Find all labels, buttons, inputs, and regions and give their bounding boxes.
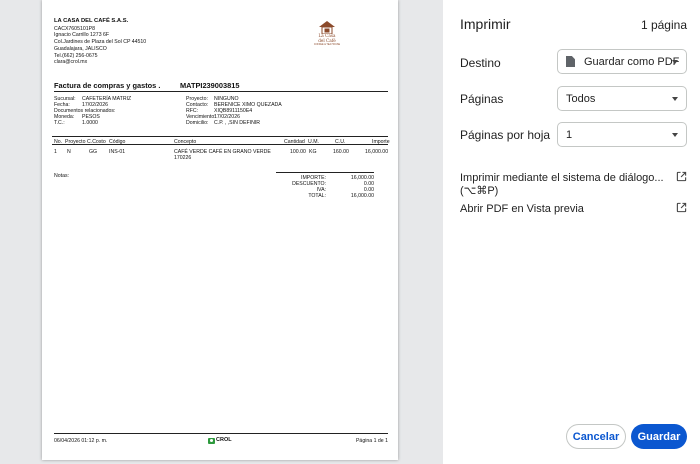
totals-block: [276, 172, 374, 199]
footer-datetime: 06/04/2026 01:12 p. m.: [54, 438, 108, 444]
save-button[interactable]: Guardar: [631, 424, 687, 449]
notes-label: Notas:: [54, 173, 69, 179]
total-row: TOTAL: 16,000.00: [308, 193, 374, 199]
company-line: CACX7605101P8: [54, 25, 95, 32]
info-row: Domicilio: C.P. , ,SIN DEFINIR: [186, 120, 261, 126]
page-count: 1 página: [640, 18, 687, 32]
document-title: Factura de compras y gastos .: [54, 81, 161, 90]
info-row: Proyecto: NINGUNO: [186, 96, 239, 102]
destination-label: Destino: [460, 56, 501, 70]
info-row: Moneda: PESOS: [54, 114, 100, 120]
external-link-icon: [676, 202, 687, 213]
right-info: [186, 96, 282, 126]
total-row: DESCUENTO: 0.00: [292, 181, 374, 187]
document-icon: [566, 56, 575, 67]
crol-logo-icon: [208, 438, 215, 444]
info-row: T.C.: 1.0000: [54, 120, 98, 126]
table-header: No. Proyecto C.Costo Código Concepto Cantidad U.M. C.U. Importe: [52, 136, 388, 145]
info-row: Vencimiento: 17/02/2026: [186, 114, 240, 120]
crol-logo: CROL: [208, 437, 232, 444]
company-line: clara@crol.mx: [54, 59, 88, 66]
logo-line2: del Café: [318, 37, 336, 43]
info-row: Sucursal: CAFETERÍA MATRIZ: [54, 96, 132, 102]
total-row: IMPORTE: 16,000.00: [301, 175, 374, 181]
company-line: Tel.(662) 256-0675: [54, 52, 98, 59]
print-settings-panel: [443, 0, 700, 464]
company-line: Ignacio Carrillo 1273 6F: [54, 32, 110, 39]
logo-line1: La Casa: [318, 33, 336, 38]
chevron-down-icon: [672, 60, 678, 64]
info-row: Documentos relacionados:: [54, 108, 116, 114]
chevron-down-icon: [672, 133, 678, 137]
company-logo: [312, 20, 342, 46]
company-line: Col.Jardines de Plaza del Sol CP 44510: [54, 39, 147, 46]
chevron-down-icon: [672, 97, 678, 101]
total-row: IVA: 0.00: [316, 187, 374, 193]
table-row: 1 N GG INS-01 CAFÉ VERDE CAFÉ EN GRANO VERDE 170226 100.00 KG 160.00 16,000.00: [54, 149, 389, 161]
footer-page-number: Página 1 de 1: [355, 438, 388, 444]
preview-page: [42, 0, 398, 460]
cancel-button[interactable]: Cancelar: [566, 424, 626, 449]
left-info: [54, 96, 131, 126]
destination-select[interactable]: Guardar como PDF: [557, 49, 687, 74]
house-icon: [318, 20, 336, 34]
info-row: RFC: XIQB8911150E4: [186, 108, 253, 114]
info-row: Fecha: 17/02/2026: [54, 102, 108, 108]
pages-select[interactable]: Todos: [557, 86, 687, 111]
external-link-icon: [676, 171, 687, 182]
pages-label: Páginas: [460, 92, 504, 106]
panel-title: Imprimir: [460, 16, 511, 32]
company-block: [54, 18, 146, 66]
system-dialog-link[interactable]: Imprimir mediante el sistema de diálogo... (⌥⌘P): [460, 172, 687, 197]
page-footer: [54, 433, 388, 449]
document-title-row: [54, 81, 388, 92]
info-row: Contacto: BERENICE XIMO QUEZADA: [186, 102, 282, 108]
pages-per-sheet-label: Páginas por hoja: [460, 128, 551, 142]
open-pdf-preview-link[interactable]: Abrir PDF en Vista previa: [460, 203, 687, 215]
pages-per-sheet-select[interactable]: 1: [557, 122, 687, 147]
logo-tagline: COFFEE & TEA HOUSE: [313, 43, 341, 47]
company-line: Guadalajara, JALISCO: [54, 45, 107, 52]
company-name: LA CASA DEL CAFÉ S.A.S.: [54, 18, 129, 24]
document-folio: MATPI239003815: [180, 81, 240, 90]
